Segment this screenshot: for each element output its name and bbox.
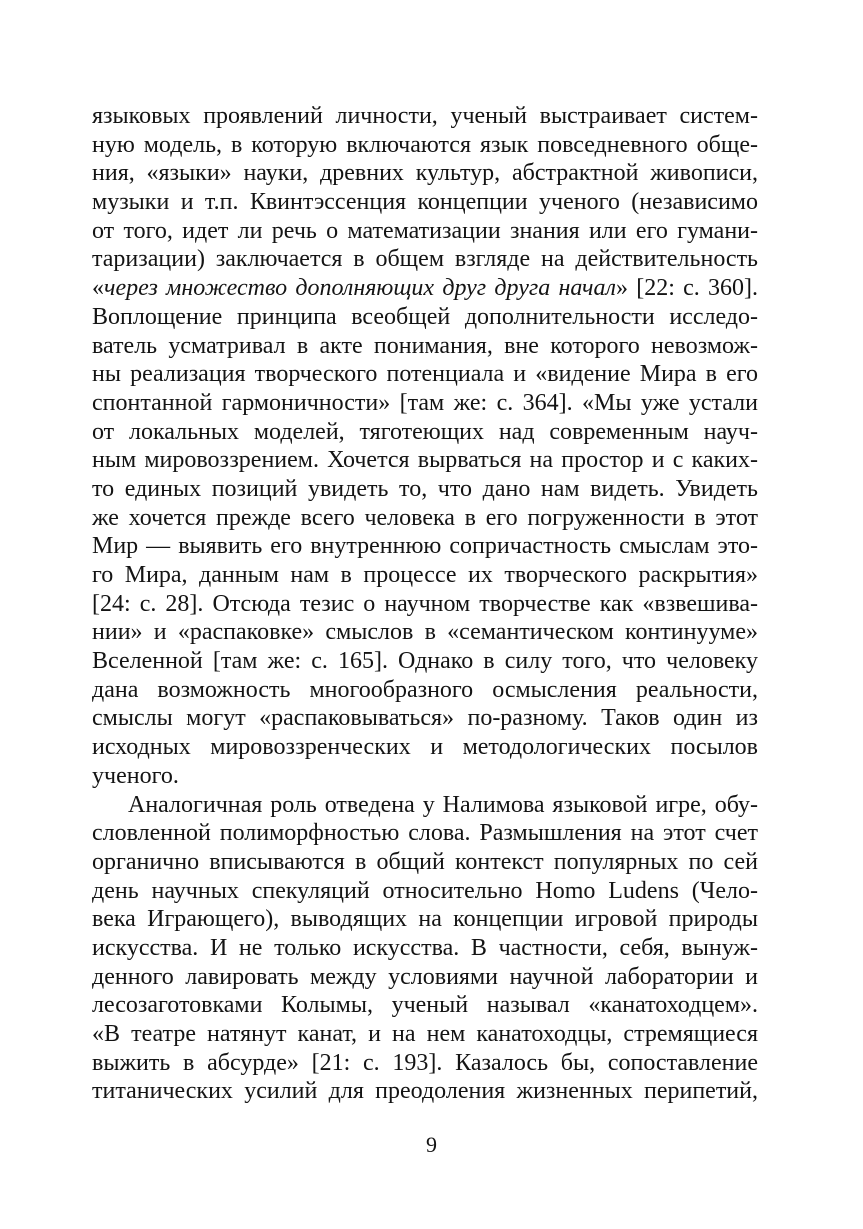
text-line: музыки и т.п. Квинтэссенция концепции ученого (независимо [92,189,758,216]
text-line: титанических усилий для преодоления жизненных перипетий, [92,1078,758,1105]
quote-open: « [92,275,104,302]
text-line: Мир — выявить его внутреннюю сопричастность смыслам это- [92,533,758,560]
quote-close-citation: » [22: с. 360]. [615,275,758,302]
text-line: го Мира, данным нам в процессе их творческого раскрытия» [92,562,758,588]
text-line-with-quote [92,274,758,303]
text-line: языковых проявлений личности, ученый выстраивает систем- [92,103,758,129]
text-line: нии» и «распаковке» смыслов в «семантическом континууме» [92,619,758,646]
text-line: спонтанной гармоничности» [там же: с. 364]. «Мы уже устали [92,389,758,416]
text-line: то единых позиций увидеть то, что дано нам видеть. Увидеть [92,475,758,502]
text-line: смыслы могут «распаковываться» по-разному. Таков один из [92,705,758,732]
text-line: [24: с. 28]. Отсюда тезис о научном творчестве как «взвешива- [92,590,758,617]
text-line: Воплощение принципа всеобщей дополнительности исследо- [92,303,758,330]
text-line: ную модель, в которую включаются язык повседневного обще- [92,131,758,158]
text-line: лесозаготовками Колымы, ученый называл «канатоходцем». [92,992,758,1019]
paragraph-1 [92,102,758,791]
text-line: века Играющего), выводящих на концепции игровой природы [92,906,758,933]
text-line: ния, «языки» науки, древних культур, абстрактной живописи, [92,160,758,187]
paragraph-2 [92,791,758,1107]
text-line: от того, идет ли речь о математизации знания или его гумани- [92,217,758,244]
text-line: Аналогичная роль отведена у Налимова языковой игре, обу- [128,791,758,818]
text-line: «В театре натянут канат, и на нем канатоходцы, стремящиеся [92,1021,758,1047]
text-line: ны реализация творческого потенциала и «видение Мира в его [92,361,758,388]
text-line: исходных мировоззренческих и методологических посылов [92,734,758,761]
page-number: 9 [426,1132,437,1157]
text-line: денного лавировать между условиями научной лаборатории и [92,963,758,990]
text-line: ученого. [92,762,179,789]
italic-quote: через множество дополняющих друг друга начал [104,275,616,302]
text-line: от локальных моделей, тяготеющих над современным науч- [92,418,758,445]
text-line: таризации) заключается в общем взгляде на действительность [92,246,758,273]
text-line: искусства. И не только искусства. В частности, себя, вынуж- [92,934,758,961]
text-line: ватель усматривал в акте понимания, вне которого невозмож- [92,332,758,359]
text-line: выжить в абсурде» [21: с. 193]. Казалось бы, сопоставление [92,1049,758,1076]
text-line: день научных спекуляций относительно Homo Ludens (Чело- [92,877,758,904]
text-line: словленной полиморфностью слова. Размышления на этот счет [92,820,758,847]
text-line: Вселенной [там же: с. 165]. Однако в силу того, что человеку [92,648,758,675]
text-line: же хочется прежде всего человека в его погруженности в этот [92,504,758,531]
body-text [92,102,758,1106]
text-line: органично вписываются в общий контекст популярных по сей [92,848,758,875]
text-line: ным мировоззрением. Хочется вырваться на простор и с каких- [92,447,758,474]
text-line: дана возможность многообразного осмысления реальности, [92,676,758,703]
